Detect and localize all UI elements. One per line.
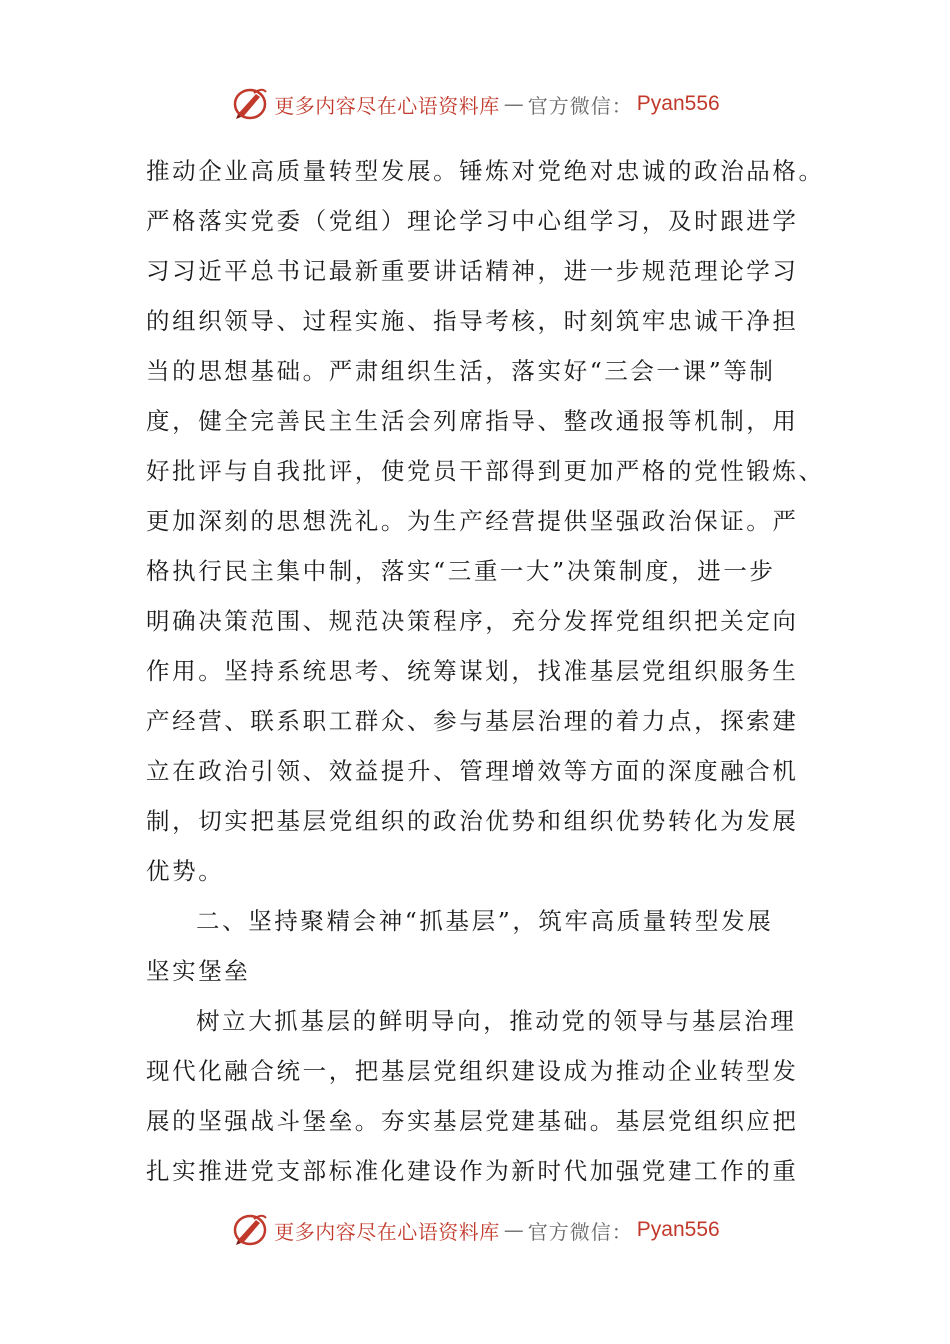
section-heading: 二、坚持聚精会神“抓基层”，筑牢高质量转型发展	[196, 907, 774, 935]
text-line: 制，切实把基层党组织的政治优势和组织优势转化为发展	[146, 807, 799, 835]
footer-banner	[0, 1208, 950, 1252]
pen-logo-icon	[230, 1210, 270, 1250]
header-banner-label: 官方微信：	[527, 93, 633, 118]
text-line: 产经营、联系职工群众、参与基层治理的着力点，探索建	[146, 707, 799, 735]
text-line: 扎实推进党支部标准化建设作为新时代加强党建工作的重	[146, 1157, 799, 1185]
footer-banner-text: 更多内容尽在心语资料库	[274, 1219, 500, 1244]
header-banner-id: Pyan556	[636, 92, 720, 115]
footer-banner-label: 官方微信：	[527, 1219, 633, 1244]
header-banner-separator: —	[503, 92, 524, 116]
text-line: 优势。	[146, 857, 225, 885]
text-line: 推动企业高质量转型发展。锤炼对党绝对忠诚的政治品格。	[146, 157, 825, 185]
text-line: 格执行民主集中制，落实“三重一大”决策制度，进一步	[146, 557, 776, 585]
text-line: 的组织领导、过程实施、指导考核，时刻筑牢忠诚干净担	[146, 307, 799, 335]
text-line: 当的思想基础。严肃组织生活，落实好“三会一课”等制	[146, 357, 776, 385]
text-line: 现代化融合统一，把基层党组织建设成为推动企业转型发	[146, 1057, 799, 1085]
footer-banner-id: Pyan556	[636, 1218, 720, 1241]
section-heading-continued: 坚实堡垒	[146, 957, 251, 985]
text-line: 习习近平总书记最新重要讲话精神，进一步规范理论学习	[146, 257, 799, 285]
text-line: 树立大抓基层的鲜明导向，推动党的领导与基层治理	[196, 1007, 797, 1035]
text-line: 作用。坚持系统思考、统筹谋划，找准基层党组织服务生	[146, 657, 799, 685]
text-line: 明确决策范围、规范决策程序，充分发挥党组织把关定向	[146, 607, 799, 635]
text-line: 展的坚强战斗堡垒。夯实基层党建基础。基层党组织应把	[146, 1107, 799, 1135]
document-body	[146, 146, 825, 1196]
pen-logo-icon	[230, 84, 270, 124]
header-banner	[0, 82, 950, 126]
header-banner-text: 更多内容尽在心语资料库	[274, 93, 500, 118]
text-line: 立在政治引领、效益提升、管理增效等方面的深度融合机	[146, 757, 799, 785]
text-line: 严格落实党委（党组）理论学习中心组学习，及时跟进学	[146, 207, 799, 235]
text-line: 好批评与自我批评，使党员干部得到更加严格的党性锻炼、	[146, 457, 825, 485]
text-line: 更加深刻的思想洗礼。为生产经营提供坚强政治保证。严	[146, 507, 799, 535]
text-line: 度，健全完善民主生活会列席指导、整改通报等机制，用	[146, 407, 799, 435]
footer-banner-separator: —	[503, 1218, 524, 1242]
